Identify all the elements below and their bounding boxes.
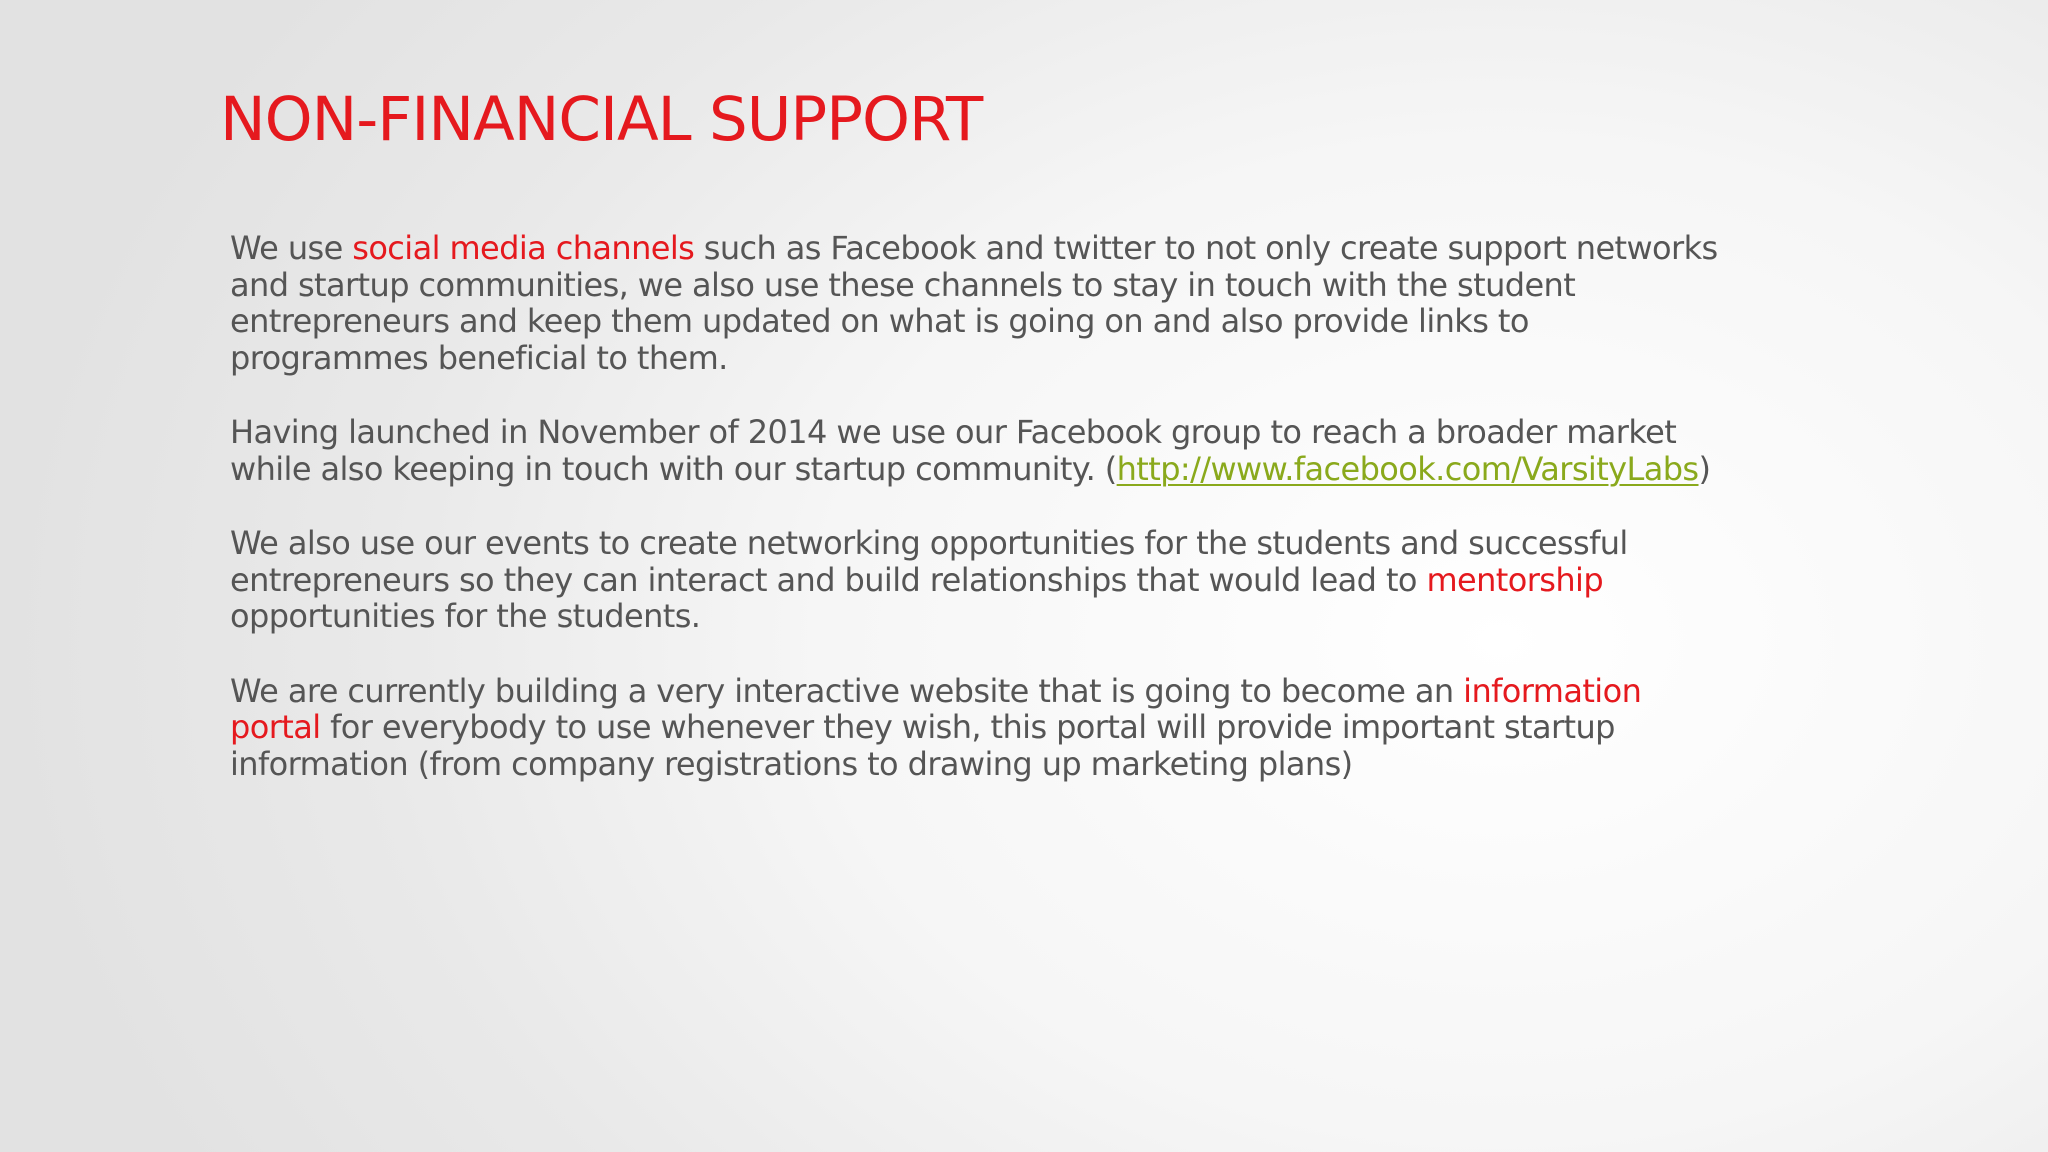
paragraph-website	[230, 673, 1850, 783]
text-segment: such as Facebook and twitter to not only create support networks	[694, 229, 1718, 267]
paragraph-facebook-group	[230, 414, 1850, 487]
slide-title: NON-FINANCIAL SUPPORT	[220, 84, 983, 155]
slide-body	[230, 230, 1850, 820]
text-line: opportunities for the students.	[230, 597, 701, 635]
text-line: and startup communities, we also use these channels to stay in touch with the student	[230, 265, 1576, 304]
text-line	[230, 709, 1850, 746]
text-segment: for everybody to use whenever they wish, this portal will provide important startup	[320, 708, 1615, 746]
text-line	[230, 562, 1850, 599]
paragraph-social-media	[230, 230, 1850, 376]
text-line: Having launched in November of 2014 we use our Facebook group to reach a broader market	[230, 413, 1677, 451]
text-line: information (from company registrations to drawing up marketing plans)	[230, 744, 1353, 783]
text-segment: while also keeping in touch with our startup community. (	[230, 449, 1117, 488]
text-line	[230, 451, 1850, 488]
text-segment: entrepreneurs so they can interact and build relationships that would lead to	[230, 560, 1427, 599]
facebook-link[interactable]: http://www.facebook.com/VarsityLabs	[1116, 449, 1699, 488]
paragraph-events	[230, 525, 1850, 635]
text-segment: We use	[230, 229, 353, 267]
highlight-information: information	[1463, 671, 1642, 710]
text-segment: We are currently building a very interactive website that is going to become an	[230, 671, 1464, 710]
highlight-portal: portal	[230, 708, 321, 746]
text-line	[230, 230, 1850, 267]
text-line: programmes beneficial to them.	[230, 338, 728, 377]
text-line: entrepreneurs and keep them updated on what is going on and also provide links to	[230, 302, 1529, 340]
text-segment: )	[1698, 449, 1711, 488]
highlight-social-media-channels: social media channels	[352, 229, 695, 267]
highlight-mentorship: mentorship	[1426, 560, 1604, 599]
text-line: We also use our events to create networking opportunities for the students and successful	[230, 524, 1628, 562]
text-line	[230, 673, 1850, 710]
